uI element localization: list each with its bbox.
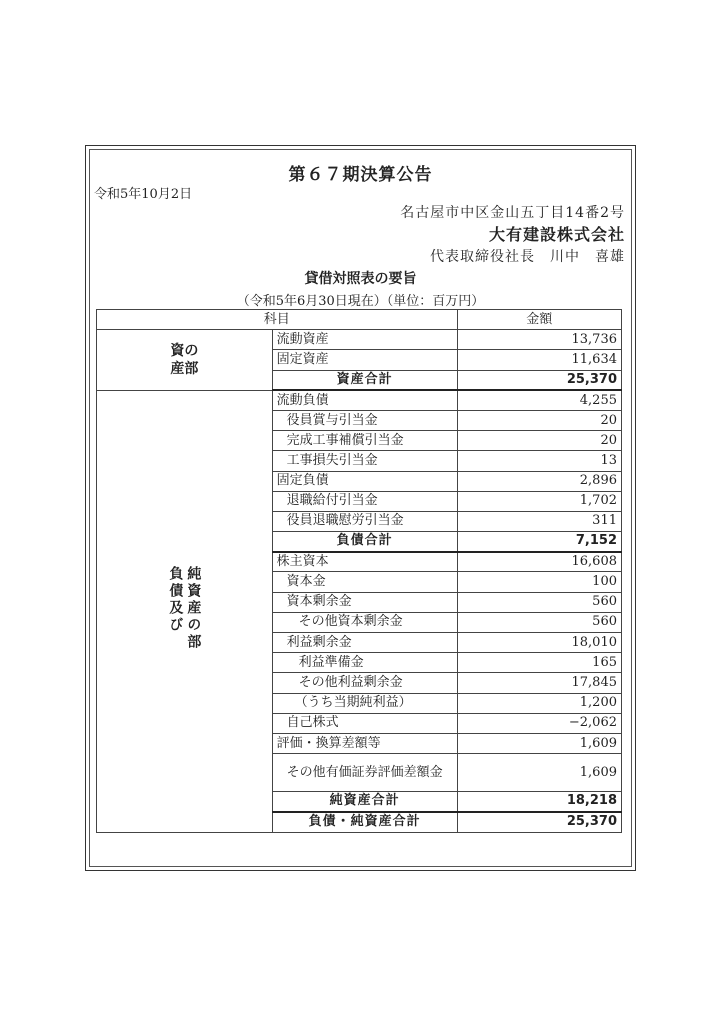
row-label: 役員賞与引当金: [272, 410, 457, 430]
row-value: 165: [457, 653, 621, 673]
total-label: 純資産合計: [272, 792, 457, 812]
header-item: 科目: [97, 310, 458, 330]
row-value: −2,062: [457, 713, 621, 733]
row-label: （うち当期純利益）: [272, 693, 457, 713]
table-row: [97, 390, 622, 410]
row-label: その他利益剰余金: [272, 673, 457, 693]
row-value: 311: [457, 511, 621, 531]
row-value: 17,845: [457, 673, 621, 693]
row-label: [272, 754, 457, 792]
balance-sheet-subtitle: （令和5年6月30日現在）（単位：百万円）: [236, 294, 485, 309]
row-label: 株主資本: [272, 552, 457, 572]
company-address: 名古屋市中区金山五丁目14番2号: [400, 205, 625, 221]
total-label: 負債・純資産合計: [272, 812, 457, 832]
total-value: 18,218: [457, 792, 621, 812]
row-value: 13: [457, 451, 621, 471]
table-row: [97, 330, 622, 350]
liability-section-label: [97, 390, 273, 832]
balance-sheet-table: [96, 309, 622, 833]
total-label: 資産合計: [272, 370, 457, 390]
row-value: 560: [457, 592, 621, 612]
notice-frame: [85, 145, 636, 871]
row-label: 固定資産: [272, 350, 457, 370]
row-label: その他資本剰余金: [272, 612, 457, 632]
company-name: 大有建設株式会社: [488, 225, 625, 244]
total-value: 25,370: [457, 370, 621, 390]
row-value: 16,608: [457, 552, 621, 572]
balance-sheet-title: 貸借対照表の要旨: [304, 271, 417, 287]
row-value: 20: [457, 410, 621, 430]
row-value: 11,634: [457, 350, 621, 370]
row-label: 完成工事補償引当金: [272, 431, 457, 451]
row-value: 4,255: [457, 390, 621, 410]
asset-section-text: 資の 産部: [170, 342, 199, 377]
row-value: 1,702: [457, 491, 621, 511]
row-label: 流動資産: [272, 330, 457, 350]
row-label: 自己株式: [272, 713, 457, 733]
row-label: 資本金: [272, 572, 457, 592]
row-value: 1,609: [457, 733, 621, 753]
row-value: 1,200: [457, 693, 621, 713]
header-amount: 金額: [457, 310, 621, 330]
total-value: 7,152: [457, 532, 621, 552]
row-value: 100: [457, 572, 621, 592]
notice-title: 第６７期決算公告: [288, 165, 433, 185]
row-value: 20: [457, 431, 621, 451]
notice-date: 令和5年10月2日: [94, 187, 193, 202]
representative: 代表取締役社長 川中 喜雄: [430, 249, 625, 265]
row-label: 資本剰余金: [272, 592, 457, 612]
row-value: 18,010: [457, 633, 621, 653]
liability-section-text: 純資産の部 負債及び: [167, 566, 202, 652]
table-header-row: [97, 310, 622, 330]
asset-section-label: [97, 330, 273, 391]
total-value: 25,370: [457, 812, 621, 832]
row-label-text: その他有価証券評価差額金: [286, 764, 443, 780]
row-label: 役員退職慰労引当金: [272, 511, 457, 531]
row-label: 工事損失引当金: [272, 451, 457, 471]
row-label: 流動負債: [272, 390, 457, 410]
row-label: 評価・換算差額等: [272, 733, 457, 753]
total-label: 負債合計: [272, 532, 457, 552]
row-label: 退職給付引当金: [272, 491, 457, 511]
row-value: 560: [457, 612, 621, 632]
row-value: 2,896: [457, 471, 621, 491]
row-value: 13,736: [457, 330, 621, 350]
row-value: 1,609: [457, 754, 621, 792]
row-label: 固定負債: [272, 471, 457, 491]
row-label: 利益準備金: [272, 653, 457, 673]
row-label: 利益剰余金: [272, 633, 457, 653]
